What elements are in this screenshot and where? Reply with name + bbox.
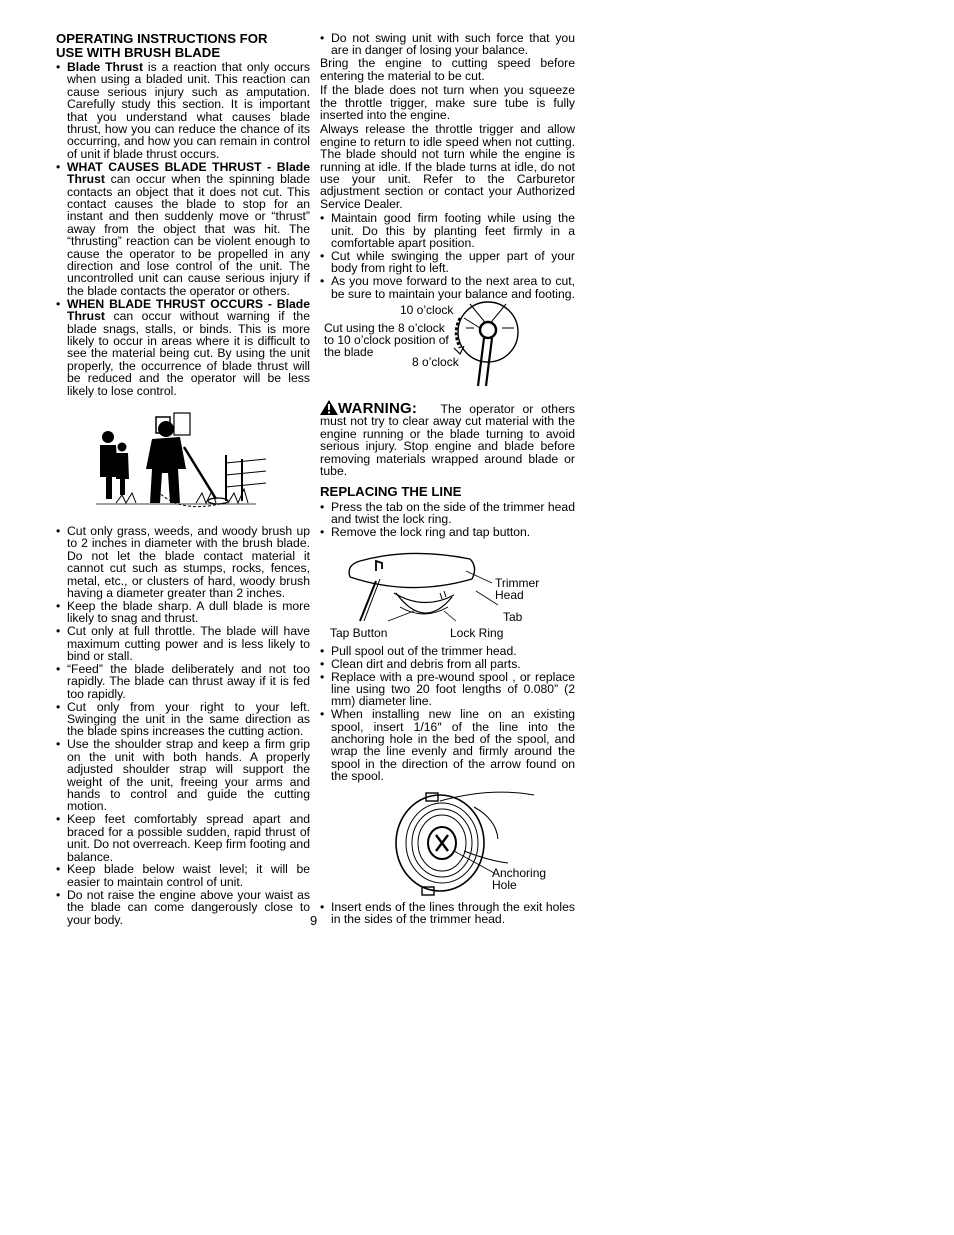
paragraph: Bring the engine to cutting speed before entering the material to be cut. — [320, 56, 575, 83]
cutting-tips-list — [56, 525, 310, 926]
list-item: • Press the tab on the side of the trimmer head and twist the lock ring. — [320, 501, 575, 526]
page-number: 9 — [310, 913, 318, 928]
list-item: • Keep blade below waist level; it will be easier to maintain control of unit. — [56, 863, 310, 888]
list-item: • Do not swing unit with such force that you are in danger of losing your balance. — [320, 32, 575, 57]
label-head: Head — [495, 587, 524, 602]
left-column — [56, 32, 310, 926]
replacing-line-title: REPLACING THE LINE — [320, 484, 462, 500]
list-item: • When installing new line on an existing spool, insert 1/16″ of the line into the anchoring hole in the bed of the spool, and wrap the line evenly and firmly around the spool in the direction of the arrow found on the spool. — [320, 708, 575, 782]
label-8-oclock: 8 o’clock — [412, 355, 459, 370]
list-item: • Cut only grass, weeds, and woody brush up to 2 inches in diameter with the brush blade. Do not let the blade contact material it cannot cut such as stumps, rocks, fences, metal, etc., or clusters of hard, woody brush having a diameter greater than 2 inches. — [56, 525, 310, 599]
list-item: • Cut only from your right to your left. Swinging the unit in the same direction as the blade spins increases the cutting action. — [56, 701, 310, 738]
list-item: • WHEN BLADE THRUST OCCURS - Blade Thrust can occur without warning if the blade snags, stalls, or binds. This is more likely to occur in areas where it is difficult to see the material being cut. By using the unit properly, the occurrence of blade thrust will be reduced and the operator will be less likely to lose control. — [56, 298, 310, 397]
label-hole: Hole — [492, 877, 517, 892]
warning-label: WARNING: — [338, 400, 418, 418]
list-item: • WHAT CAUSES BLADE THRUST - Blade Thrust can occur when the spinning blade contacts an object that it does not cut. This contact causes the blade to stop for an instant and then suddenly move or “thrust” away from the object that was hit. The “thrusting” reaction can be violent enough to cause the operator to be propelled in any direction and lose control of the unit. The uncontrolled unit can cause serious injury if the blade contacts the operator or others. — [56, 161, 310, 297]
list-item: • Remove the lock ring and tap button. — [320, 526, 575, 538]
list-item: • As you move forward to the next area to cut, be sure to maintain your balance and footing. — [320, 275, 575, 300]
clock-caption-2: to 10 o’clock position of — [324, 333, 449, 348]
list-item: • “Feed” the blade deliberately and not too rapidly. The blade can thrust away if it is fed too rapidly. — [56, 663, 310, 700]
balance-list — [320, 32, 575, 57]
list-item: • Pull spool out of the trimmer head. — [320, 645, 575, 657]
list-item: • Use the shoulder strap and keep a firm grip on the unit with both hands. A properly adjusted shoulder strap will support the weight of the unit, freeing your arms and hands to control and guide the cutting motion. — [56, 738, 310, 812]
footing-list — [320, 212, 575, 300]
list-item: • Do not raise the engine above your waist as the blade can come dangerously close to your body. — [56, 889, 310, 926]
clock-caption-1: Cut using the 8 o’clock — [324, 321, 445, 336]
label-10-oclock: 10 o’clock — [400, 303, 454, 318]
list-item: • Cut while swinging the upper part of your body from right to left. — [320, 250, 575, 275]
section-title: OPERATING INSTRUCTIONS FOR USE WITH BRUSH BLADE — [56, 31, 268, 60]
blade-clock-icon — [450, 298, 540, 388]
spool-anchoring-hole-icon — [370, 789, 560, 897]
paragraph: Always release the throttle trigger and allow engine to return to idle speed when not cutting. The blade should not turn while the engine is running at idle. If the blade turns at idle, do not use your unit. Refer to the Carburetor adjustment section or contact your Authorized Service Dealer. — [320, 122, 575, 211]
exit-holes-list — [320, 901, 575, 926]
right-column — [320, 32, 575, 926]
label-trimmer: Trimmer — [495, 575, 540, 590]
list-item: • Replace with a pre-wound spool , or replace line using two 20 foot lengths of 0.080” (2 mm) diameter line. — [320, 671, 575, 708]
clock-caption-3: the blade — [324, 345, 374, 360]
replace-line-list — [320, 501, 575, 539]
warning-triangle-icon — [320, 400, 338, 415]
trimmer-head-diagram — [320, 541, 575, 640]
operator-with-brushcutter-icon — [56, 407, 310, 519]
label-lock-ring: Lock Ring — [450, 625, 504, 640]
list-item: • Keep the blade sharp. A dull blade is more likely to snag and thrust. — [56, 600, 310, 625]
list-item: • Keep feet comfortably spread apart and braced for a possible sudden, rapid thrust of unit. Do not overreach. Keep firm footing and balance. — [56, 813, 310, 863]
list-item: • Clean dirt and debris from all parts. — [320, 658, 575, 670]
list-item: • Blade Thrust is a reaction that only occurs when using a bladed unit. This reaction can cause serious injury such as amputation. Carefully study this section. It is important that you understand what causes blade thrust, how you can reduce the chance of its occurring, and how you can remain in control of unit if blade thrust occurs. — [56, 61, 310, 160]
warning-text: The operator or others must not try to clear away cut material with the engine running or the blade turning to avoid serious injury. Stop engine and blade before removing materials wrapped around blade or tube. — [320, 402, 575, 479]
list-item: • Cut only at full throttle. The blade will have maximum cutting power and is less likely to bind or stall. — [56, 625, 310, 662]
list-item: • Insert ends of the lines through the exit holes in the sides of the trimmer head. — [320, 901, 575, 926]
spool-list — [320, 645, 575, 783]
paragraph: If the blade does not turn when you squeeze the throttle trigger, make sure tube is fully inserted into the engine. — [320, 83, 575, 122]
label-tab: Tab — [503, 609, 523, 624]
clock-position-diagram — [320, 302, 575, 392]
list-item: • Maintain good firm footing while using the unit. Do this by planting feet firmly in a comfortable apart position. — [320, 212, 575, 249]
warning-paragraph — [320, 400, 575, 477]
label-tap-button: Tap Button — [330, 625, 388, 640]
spool-diagram — [320, 789, 575, 897]
label-anchoring: Anchoring — [492, 865, 547, 880]
blade-thrust-list — [56, 61, 310, 397]
operator-illustration — [56, 407, 310, 519]
